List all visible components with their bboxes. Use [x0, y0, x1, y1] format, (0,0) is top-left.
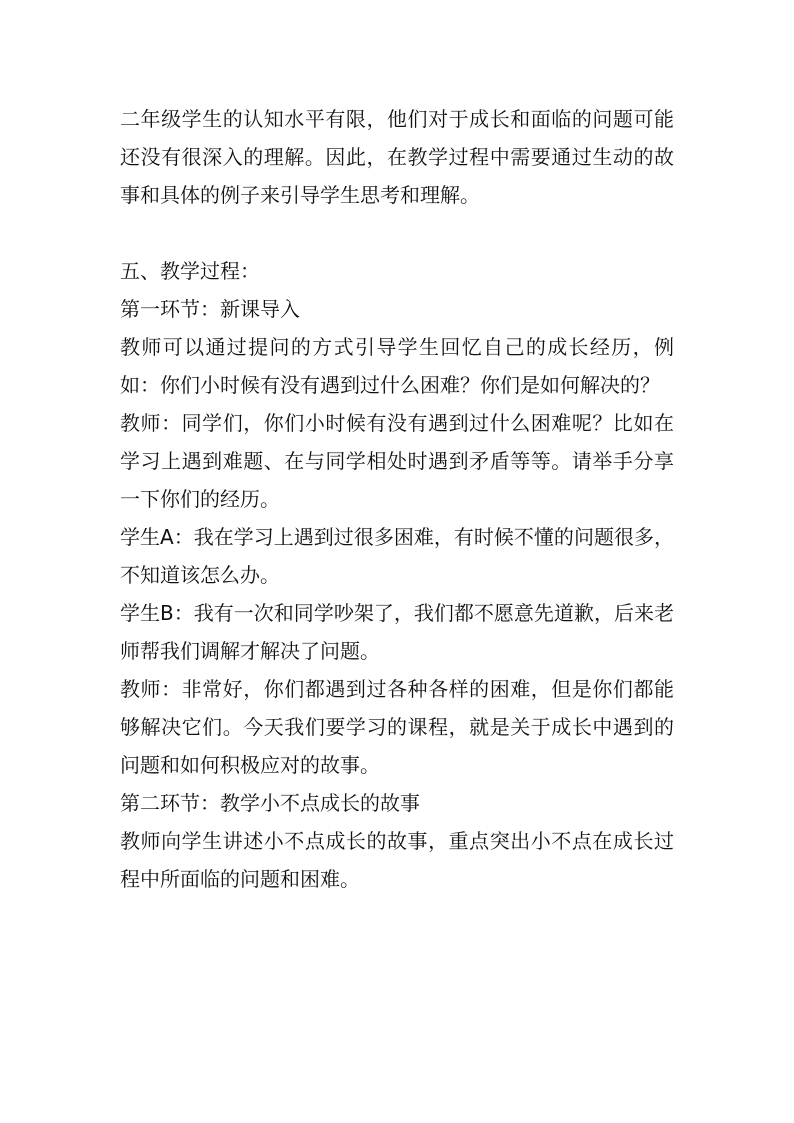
paragraph-teacher-dialogue-2: 教师：非常好，你们都遇到过各种各样的困难，但是你们都能够解决它们。今天我们要学习的课程，就是关于成长中遇到的问题和如何积极应对的故事。 — [120, 677, 674, 777]
paragraph-story-intro: 教师向学生讲述小不点成长的故事，重点突出小不点在成长过程中所面临的问题和困难。 — [120, 829, 674, 891]
step-heading-1: 第一环节：新课导入 — [120, 297, 300, 321]
paragraph-intro: 二年级学生的认知水平有限，他们对于成长和面临的问题可能还没有很深入的理解。因此，在教学过程中需要通过生动的故事和具体的例子来引导学生思考和理解。 — [120, 107, 674, 207]
step-heading-2: 第二环节：教学小不点成长的故事 — [120, 791, 420, 815]
paragraph-teacher-dialogue-1: 教师：同学们，你们小时候有没有遇到过什么困难呢？比如在学习上遇到难题、在与同学相处时遇到矛盾等等。请举手分享一下你们的经历。 — [120, 411, 674, 511]
paragraph-teacher-question: 教师可以通过提问的方式引导学生回忆自己的成长经历，例如：你们小时候有没有遇到过什么困难？你们是如何解决的？ — [120, 335, 674, 397]
paragraph-student-b: 学生B：我有一次和同学吵架了，我们都不愿意先道歉，后来老师帮我们调解才解决了问题。 — [120, 601, 674, 663]
paragraph-spacer — [120, 214, 674, 252]
document-body — [120, 100, 674, 898]
paragraph-student-a: 学生A：我在学习上遇到过很多困难，有时候不懂的问题很多，不知道该怎么办。 — [120, 525, 674, 587]
section-heading-teaching-process: 五、教学过程： — [120, 259, 260, 283]
